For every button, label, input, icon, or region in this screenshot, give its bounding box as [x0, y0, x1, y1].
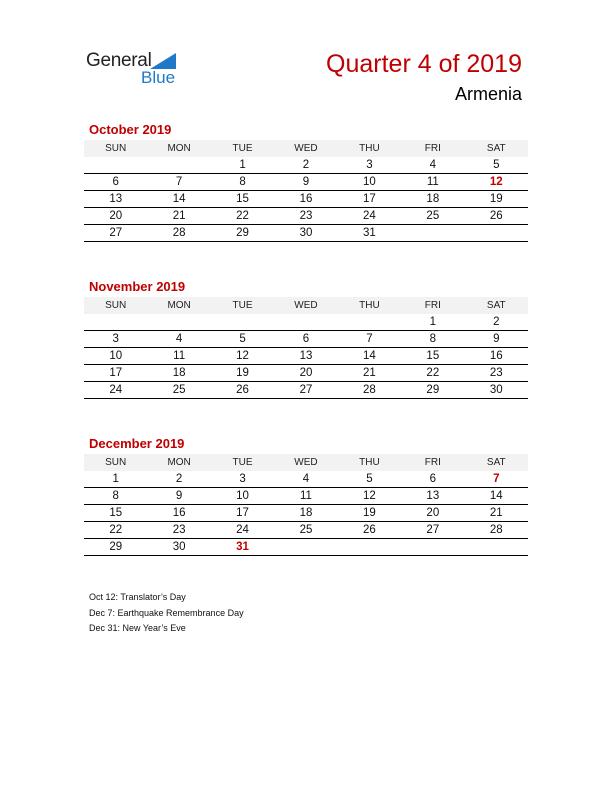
- day-cell: 25: [147, 382, 210, 399]
- day-cell: 10: [84, 348, 147, 365]
- day-cell: 18: [274, 505, 337, 522]
- week-row: [84, 471, 528, 488]
- day-cell: 15: [84, 505, 147, 522]
- weekday-header-row: [84, 297, 528, 314]
- day-cell: 28: [465, 522, 528, 539]
- day-cell: 24: [211, 522, 274, 539]
- week-row: [84, 539, 528, 556]
- weekday-sun: SUN: [84, 140, 147, 157]
- day-cell: 25: [274, 522, 337, 539]
- day-cell: 23: [274, 208, 337, 225]
- day-cell: 17: [84, 365, 147, 382]
- day-cell: 3: [338, 157, 401, 174]
- day-cell: 5: [211, 331, 274, 348]
- day-cell: 1: [84, 471, 147, 488]
- day-cell: 23: [147, 522, 210, 539]
- week-row: [84, 365, 528, 382]
- day-cell: 4: [274, 471, 337, 488]
- day-cell: 8: [84, 488, 147, 505]
- day-cell: 25: [401, 208, 464, 225]
- weekday-sun: SUN: [84, 454, 147, 471]
- day-cell: 7: [338, 331, 401, 348]
- day-cell: 12: [211, 348, 274, 365]
- week-row: [84, 488, 528, 505]
- day-cell: 9: [147, 488, 210, 505]
- weekday-sun: SUN: [84, 297, 147, 314]
- month-title: December 2019: [89, 436, 185, 451]
- day-cell: 6: [274, 331, 337, 348]
- holiday-note: Dec 7: Earthquake Remembrance Day: [89, 607, 244, 618]
- day-cell: 18: [401, 191, 464, 208]
- empty-day-cell: [147, 314, 210, 331]
- day-cell: 15: [211, 191, 274, 208]
- day-cell: 8: [401, 331, 464, 348]
- day-cell: 14: [147, 191, 210, 208]
- day-cell: 26: [465, 208, 528, 225]
- page-title: Quarter 4 of 2019: [326, 50, 522, 78]
- day-cell: 16: [274, 191, 337, 208]
- day-cell: 5: [465, 157, 528, 174]
- day-cell: 6: [84, 174, 147, 191]
- week-row: [84, 505, 528, 522]
- day-cell: 4: [401, 157, 464, 174]
- empty-day-cell: [465, 539, 528, 556]
- day-cell: 13: [84, 191, 147, 208]
- week-row: [84, 522, 528, 539]
- weekday-tue: TUE: [211, 297, 274, 314]
- day-cell: 30: [465, 382, 528, 399]
- day-cell: 16: [147, 505, 210, 522]
- weekday-mon: MON: [147, 454, 210, 471]
- day-cell: 11: [147, 348, 210, 365]
- empty-day-cell: [465, 225, 528, 242]
- weekday-mon: MON: [147, 140, 210, 157]
- weekday-thu: THU: [338, 454, 401, 471]
- weekday-sat: SAT: [465, 454, 528, 471]
- weekday-wed: WED: [274, 140, 337, 157]
- day-cell: 7: [147, 174, 210, 191]
- day-cell: 30: [147, 539, 210, 556]
- holiday-day-cell: 7: [465, 471, 528, 488]
- day-cell: 14: [465, 488, 528, 505]
- weekday-sat: SAT: [465, 140, 528, 157]
- day-cell: 20: [84, 208, 147, 225]
- empty-day-cell: [338, 314, 401, 331]
- day-cell: 21: [338, 365, 401, 382]
- day-cell: 11: [274, 488, 337, 505]
- holiday-note: Dec 31: New Year’s Eve: [89, 623, 186, 633]
- day-cell: 29: [211, 225, 274, 242]
- empty-day-cell: [401, 225, 464, 242]
- weekday-fri: FRI: [401, 454, 464, 471]
- logo-text-general: General: [86, 50, 152, 71]
- weekday-header-row: [84, 140, 528, 157]
- day-cell: 31: [338, 225, 401, 242]
- empty-day-cell: [274, 539, 337, 556]
- day-cell: 15: [401, 348, 464, 365]
- day-cell: 24: [84, 382, 147, 399]
- holiday-notes: [89, 590, 244, 637]
- week-row: [84, 348, 528, 365]
- day-cell: 29: [84, 539, 147, 556]
- day-cell: 8: [211, 174, 274, 191]
- logo-triangle-icon: [150, 53, 176, 69]
- weekday-sat: SAT: [465, 297, 528, 314]
- week-row: [84, 174, 528, 191]
- day-cell: 2: [465, 314, 528, 331]
- week-row: [84, 382, 528, 399]
- day-cell: 19: [338, 505, 401, 522]
- month-grid: [84, 454, 528, 556]
- weekday-tue: TUE: [211, 140, 274, 157]
- weekday-fri: FRI: [401, 297, 464, 314]
- weekday-fri: FRI: [401, 140, 464, 157]
- empty-day-cell: [401, 539, 464, 556]
- day-cell: 26: [211, 382, 274, 399]
- empty-day-cell: [338, 539, 401, 556]
- day-cell: 22: [401, 365, 464, 382]
- day-cell: 6: [401, 471, 464, 488]
- day-cell: 4: [147, 331, 210, 348]
- day-cell: 27: [84, 225, 147, 242]
- week-row: [84, 314, 528, 331]
- day-cell: 2: [147, 471, 210, 488]
- day-cell: 1: [401, 314, 464, 331]
- day-cell: 28: [338, 382, 401, 399]
- week-row: [84, 157, 528, 174]
- day-cell: 12: [338, 488, 401, 505]
- day-cell: 20: [401, 505, 464, 522]
- weekday-tue: TUE: [211, 454, 274, 471]
- day-cell: 9: [465, 331, 528, 348]
- day-cell: 19: [465, 191, 528, 208]
- day-cell: 10: [211, 488, 274, 505]
- generalblue-logo: [86, 50, 196, 90]
- day-cell: 29: [401, 382, 464, 399]
- weekday-wed: WED: [274, 454, 337, 471]
- holiday-day-cell: 12: [465, 174, 528, 191]
- day-cell: 3: [84, 331, 147, 348]
- day-cell: 17: [211, 505, 274, 522]
- weekday-header-row: [84, 454, 528, 471]
- day-cell: 20: [274, 365, 337, 382]
- empty-day-cell: [84, 314, 147, 331]
- day-cell: 22: [84, 522, 147, 539]
- day-cell: 11: [401, 174, 464, 191]
- day-cell: 22: [211, 208, 274, 225]
- day-cell: 10: [338, 174, 401, 191]
- empty-day-cell: [211, 314, 274, 331]
- day-cell: 1: [211, 157, 274, 174]
- day-cell: 3: [211, 471, 274, 488]
- day-cell: 27: [274, 382, 337, 399]
- day-cell: 17: [338, 191, 401, 208]
- weekday-thu: THU: [338, 140, 401, 157]
- day-cell: 21: [147, 208, 210, 225]
- week-row: [84, 208, 528, 225]
- country-label: Armenia: [454, 84, 522, 104]
- week-row: [84, 225, 528, 242]
- day-cell: 21: [465, 505, 528, 522]
- day-cell: 13: [401, 488, 464, 505]
- day-cell: 24: [338, 208, 401, 225]
- month-grid: [84, 140, 528, 242]
- month-grid: [84, 297, 528, 399]
- weekday-thu: THU: [338, 297, 401, 314]
- weekday-wed: WED: [274, 297, 337, 314]
- day-cell: 13: [274, 348, 337, 365]
- empty-day-cell: [147, 157, 210, 174]
- day-cell: 28: [147, 225, 210, 242]
- weekday-mon: MON: [147, 297, 210, 314]
- empty-day-cell: [274, 314, 337, 331]
- week-row: [84, 191, 528, 208]
- holiday-day-cell: 31: [211, 539, 274, 556]
- day-cell: 16: [465, 348, 528, 365]
- logo-text-blue: Blue: [141, 68, 176, 87]
- day-cell: 18: [147, 365, 210, 382]
- week-row: [84, 331, 528, 348]
- day-cell: 27: [401, 522, 464, 539]
- day-cell: 23: [465, 365, 528, 382]
- day-cell: 5: [338, 471, 401, 488]
- day-cell: 14: [338, 348, 401, 365]
- day-cell: 30: [274, 225, 337, 242]
- day-cell: 2: [274, 157, 337, 174]
- month-title: November 2019: [89, 279, 186, 294]
- month-title: October 2019: [89, 122, 172, 137]
- empty-day-cell: [84, 157, 147, 174]
- day-cell: 9: [274, 174, 337, 191]
- day-cell: 26: [338, 522, 401, 539]
- day-cell: 19: [211, 365, 274, 382]
- holiday-note: Oct 12: Translator’s Day: [89, 592, 186, 602]
